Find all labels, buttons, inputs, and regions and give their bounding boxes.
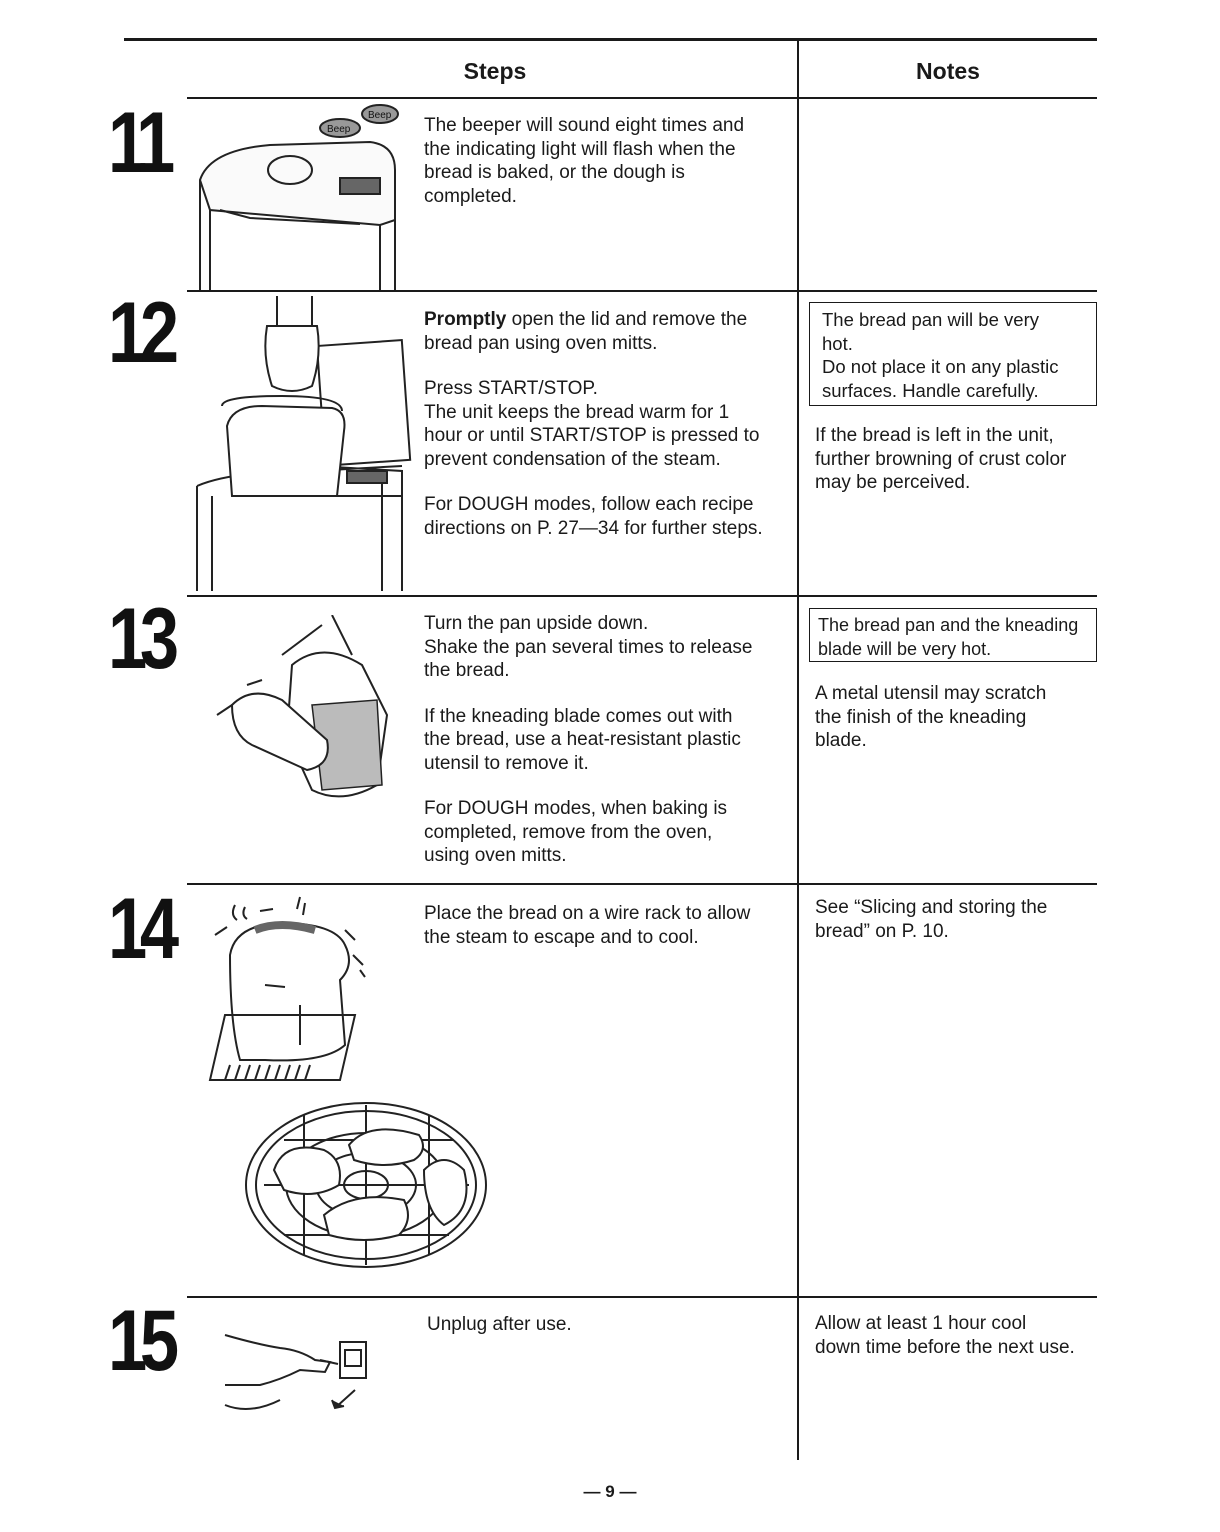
step-11-text: The beeper will sound eight times and the indicating light will flash when the bread is baked, or the dough is completed. <box>424 115 745 207</box>
step-13-note: A metal utensil may scratch the finish of the kneading blade. <box>815 683 1047 751</box>
bread-cooling-illustration <box>205 895 375 1090</box>
step-14-note: See “Slicing and storing the bread” on P. 10. <box>815 897 1048 942</box>
rolls-on-wire-rack-illustration <box>244 1100 494 1280</box>
notes-header: Notes <box>916 58 980 84</box>
remove-bread-pan-illustration <box>192 296 412 591</box>
step-number-12: 12 <box>108 285 172 381</box>
step-12-warning-box: The bread pan will be very hot. Do not place it on any plastic surfaces. Handle carefully. <box>809 302 1097 406</box>
row-rule-11 <box>187 97 1097 99</box>
step-15-text: Unplug after use. <box>427 1314 572 1335</box>
page-number: — 9 — <box>583 1482 637 1501</box>
top-rule <box>124 38 1097 41</box>
step-12-text: Promptly open the lid and remove the bread pan using oven mitts. Press START/STOP. The unit keeps the bread warm for 1 hour or until START/STOP is pressed to prevent condensation of the steam. For DOUGH modes, follow each recipe directions on P. 27—34 for further steps. <box>424 309 763 539</box>
step-13-warning-box: The bread pan and the kneading blade will be very hot. <box>809 608 1097 662</box>
row-rule-12 <box>187 290 1097 292</box>
beep-label-2: Beep <box>368 110 392 121</box>
bread-machine-beep-illustration <box>190 100 410 290</box>
step-14-text: Place the bread on a wire rack to allow the steam to escape and to cool. <box>424 903 751 948</box>
unplug-illustration <box>220 1330 370 1420</box>
step-12-note: If the bread is left in the unit, further browning of crust color may be perceived. <box>815 425 1067 493</box>
column-divider <box>797 40 799 1460</box>
steps-header: Steps <box>463 58 527 84</box>
step-number-11: 11 <box>108 95 168 191</box>
step-15-note: Allow at least 1 hour cool down time before the next use. <box>815 1313 1075 1358</box>
row-rule-15 <box>187 1296 1097 1298</box>
promptly-bold: Promptly <box>424 309 507 330</box>
shake-pan-illustration <box>212 615 392 805</box>
step-number-15: 15 <box>108 1293 172 1389</box>
beep-label-1: Beep <box>327 124 351 135</box>
row-rule-14 <box>187 883 1097 885</box>
step-13-text: Turn the pan upside down. Shake the pan several times to release the bread. If the kneading blade comes out with the bread, use a heat-resistant plastic utensil to remove it. For DOUGH modes, when baking is completed, remove from the oven, using oven mitts. <box>424 613 753 866</box>
step-number-13: 13 <box>108 591 172 687</box>
row-rule-13 <box>187 595 1097 597</box>
step-number-14: 14 <box>108 881 172 977</box>
